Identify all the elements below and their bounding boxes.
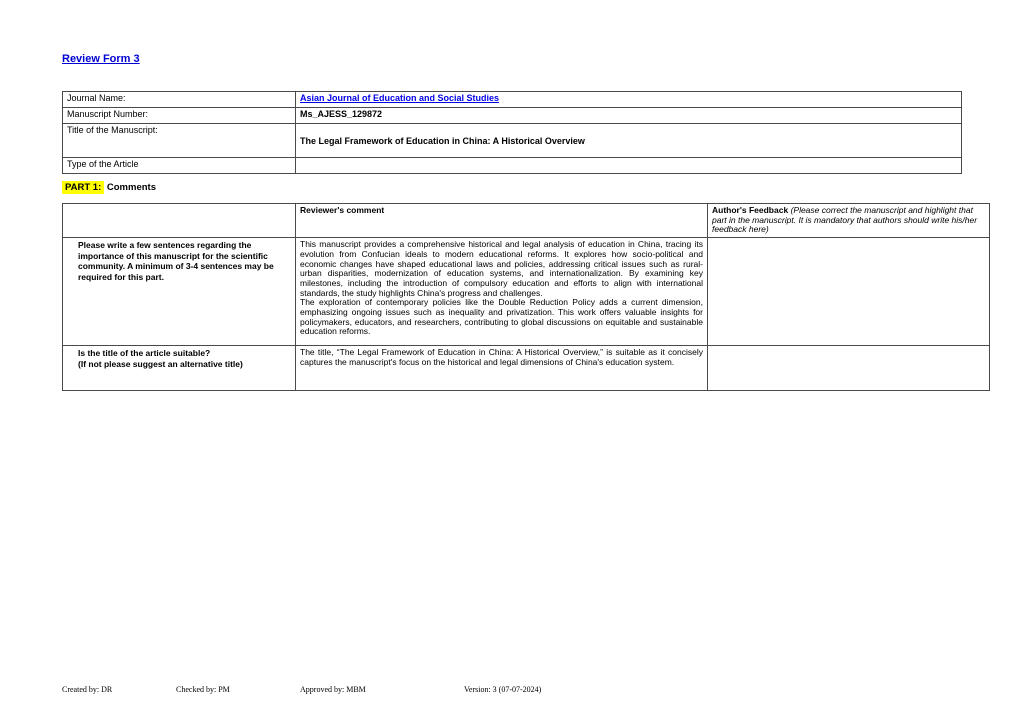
journal-name-link[interactable]: Asian Journal of Education and Social Studies	[300, 93, 500, 103]
importance-question: Please write a few sentences regarding the importance of this manuscript for the scientific community. A minimum of 3-4 sentences may be required for this part.	[78, 240, 274, 282]
empty-header-cell	[63, 204, 296, 238]
journal-name-label: Journal Name:	[63, 92, 296, 108]
author-feedback-label: Author's Feedback	[712, 205, 789, 215]
comments-table	[62, 203, 990, 391]
reviewer-comment-header: Reviewer's comment	[296, 204, 708, 238]
article-type-label: Type of the Article	[63, 158, 296, 174]
author-feedback-note: (Please correct the manuscript and highlight that part in the manuscript. It is mandatory that authors should write his/her feedback here)	[712, 205, 978, 235]
table-row-manuscript-title	[63, 124, 962, 158]
part1-badge: PART 1:	[62, 181, 104, 194]
title-question: Is the title of the article suitable?	[78, 348, 211, 359]
reviewer-comment-paragraph: The exploration of contemporary policies like the Double Reduction Policy adds a current dimension, emphasizing ongoing issues such as inequality and privatization. This work offers valuable insights for policymakers, educators, and researchers, contributing to global discussions on equitable and sustainable education reforms.	[300, 297, 703, 337]
article-type-value	[296, 158, 962, 174]
title-question-cell	[63, 346, 296, 391]
form-title: Review Form 3	[62, 53, 140, 65]
table-row-manuscript-number	[63, 108, 962, 124]
title-question-sub: (If not please suggest an alternative title)	[78, 358, 243, 369]
manuscript-title-cell	[296, 124, 962, 158]
footer-created-by: Created by: DR	[62, 685, 113, 694]
journal-name-cell	[296, 92, 962, 108]
manuscript-number-value: Ms_AJESS_129872	[296, 108, 962, 124]
comments-row-title-suitability	[63, 346, 990, 391]
document-footer	[0, 685, 1024, 699]
author-feedback-cell[interactable]	[708, 238, 990, 346]
author-feedback-header	[708, 204, 990, 238]
table-row-journal-name	[63, 92, 962, 108]
part1-title: Comments	[106, 182, 156, 193]
footer-approved-by: Approved by: MBM	[300, 685, 366, 694]
footer-checked-by: Checked by: PM	[176, 685, 230, 694]
author-feedback-cell[interactable]	[708, 346, 990, 391]
manuscript-info-table	[62, 91, 962, 174]
importance-question-cell	[63, 238, 296, 346]
table-row-article-type	[63, 158, 962, 174]
part1-heading	[62, 182, 156, 193]
importance-reviewer-comment-cell	[296, 238, 708, 346]
manuscript-title-label: Title of the Manuscript:	[63, 124, 296, 158]
reviewer-comment-paragraph: This manuscript provides a comprehensive historical and legal analysis of education in China, tracing its evolution from Confucian ideals to modern educational reforms. It explores how socio-political and economic changes have shaped educational laws and policies, addressing critical issues such as rural-urban disparities, modernization of education systems, and internationalization. By examining key milestones, including the introduction of compulsory education and efforts to align with international standards, the study highlights China's progress and challenges.	[300, 239, 703, 298]
manuscript-title-value: The Legal Framework of Education in China: A Historical Overview	[300, 136, 585, 146]
manuscript-number-label: Manuscript Number:	[63, 108, 296, 124]
title-reviewer-comment-cell	[296, 346, 708, 391]
comments-row-importance	[63, 238, 990, 346]
footer-version: Version: 3 (07-07-2024)	[464, 685, 542, 694]
comments-header-row	[63, 204, 990, 238]
reviewer-comment-paragraph: The title, “The Legal Framework of Education in China: A Historical Overview,” is suitable as it concisely captures the manuscript's focus on the historical and legal dimensions of China's education system.	[300, 347, 703, 367]
